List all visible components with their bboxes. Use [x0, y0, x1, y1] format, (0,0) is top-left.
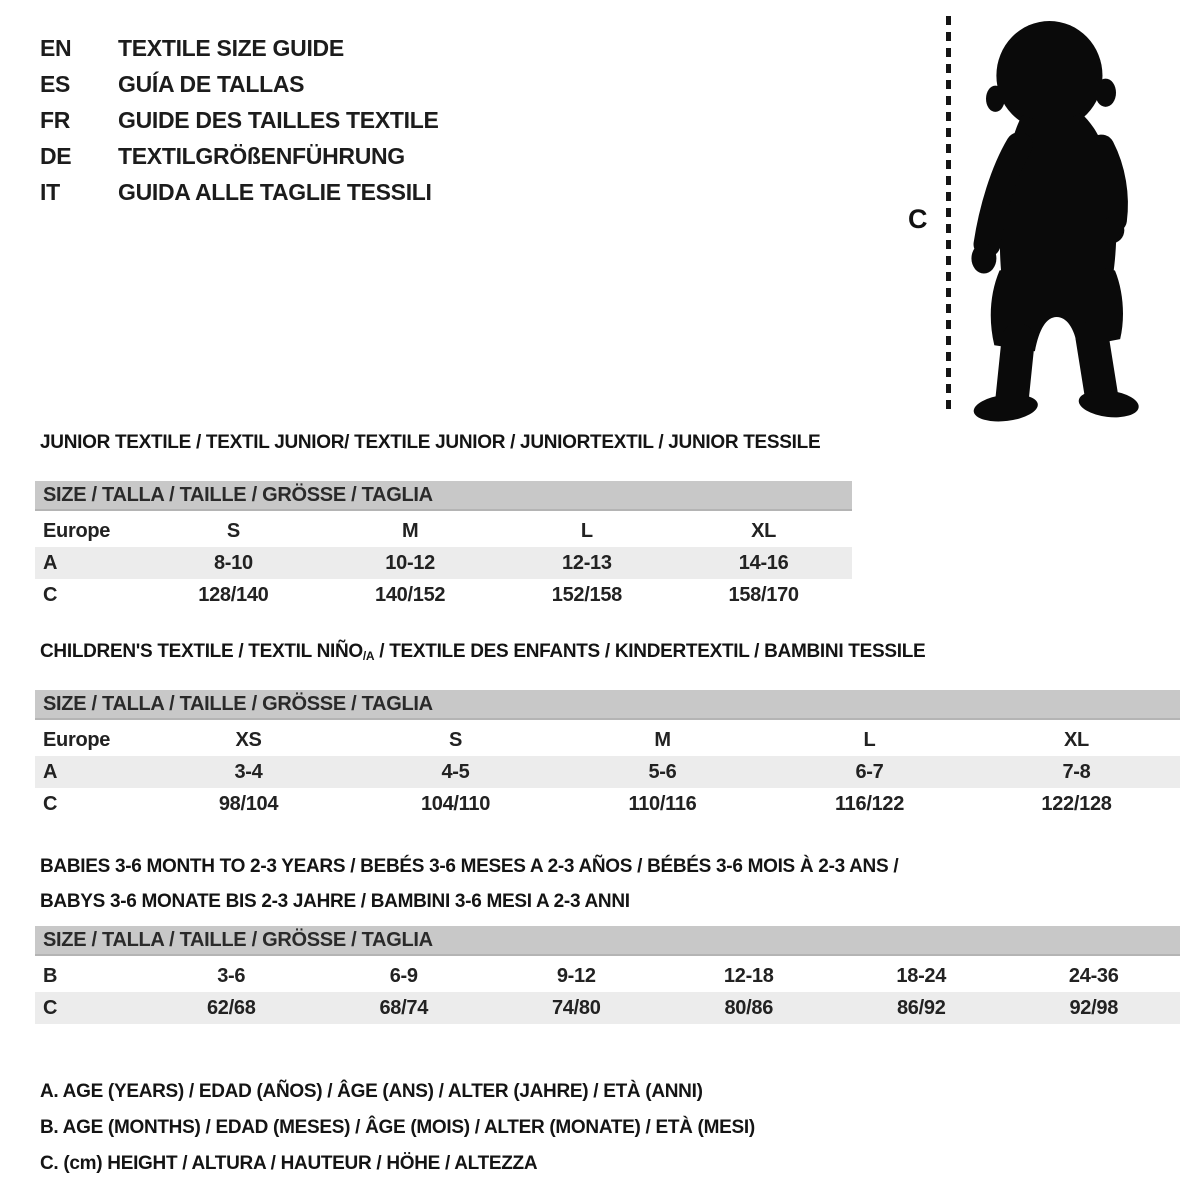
language-list — [40, 30, 439, 210]
toddler-silhouette-icon — [960, 18, 1142, 422]
table-cell: 6-9 — [389, 964, 418, 987]
table-cell: S — [226, 519, 240, 542]
row-label: B — [43, 964, 58, 987]
row-label: Europe — [43, 519, 111, 542]
table-cell: XL — [751, 519, 777, 542]
table-cell: 14-16 — [738, 551, 789, 574]
table-cell: L — [580, 519, 593, 542]
table-cell: 62/68 — [206, 996, 256, 1019]
language-row-de — [40, 138, 439, 174]
junior-size-table — [35, 481, 852, 611]
language-code: DE — [40, 143, 72, 169]
legend-height-cm: C. (cm) HEIGHT / ALTURA / HAUTEUR / HÖHE / ALTEZZA — [40, 1153, 538, 1174]
size-header: SIZE / TALLA / TAILLE / GRÖSSE / TAGLIA — [35, 690, 1180, 720]
babies-section-title — [40, 849, 898, 919]
guide-title-fr: GUIDE DES TAILLES TEXTILE — [118, 107, 439, 133]
table-cell: 3-6 — [217, 964, 246, 987]
language-row-en — [40, 30, 439, 66]
table-cell: 128/140 — [198, 583, 269, 606]
row-label: C — [43, 996, 58, 1019]
table-row — [35, 756, 1180, 788]
height-dashed-line — [946, 16, 951, 416]
guide-title-it: GUIDA ALLE TAGLIE TESSILI — [118, 179, 432, 205]
table-cell: 152/158 — [551, 583, 622, 606]
table-row — [35, 579, 852, 611]
row-label: Europe — [43, 728, 111, 751]
guide-title-de: TEXTILGRÖßENFÜHRUNG — [118, 143, 405, 169]
legend — [40, 1074, 755, 1182]
table-cell: 104/110 — [420, 792, 491, 815]
size-header: SIZE / TALLA / TAILLE / GRÖSSE / TAGLIA — [35, 481, 852, 511]
table-cell: 140/152 — [375, 583, 446, 606]
height-measure-label: C — [908, 204, 928, 234]
table-cell: 4-5 — [441, 760, 470, 783]
table-cell: 92/98 — [1069, 996, 1119, 1019]
guide-title-en: TEXTILE SIZE GUIDE — [118, 35, 344, 61]
table-cell: 86/92 — [896, 996, 946, 1019]
table-cell: 12-13 — [562, 551, 612, 574]
language-row-fr — [40, 102, 439, 138]
row-label: A — [43, 551, 58, 574]
legend-age-months: B. AGE (MONTHS) / EDAD (MESES) / ÂGE (MOIS) / ALTER (MONATE) / ETÀ (MESI) — [40, 1117, 755, 1138]
table-cell: 10-12 — [385, 551, 435, 574]
table-cell: S — [448, 728, 463, 751]
language-row-it — [40, 174, 439, 210]
table-cell: 3-4 — [234, 760, 263, 783]
children-title-subscript: /A — [362, 649, 375, 663]
table-cell: 158/170 — [728, 583, 799, 606]
table-cell: 68/74 — [379, 996, 429, 1019]
table-row — [35, 547, 852, 579]
language-code: ES — [40, 71, 71, 97]
size-header: SIZE / TALLA / TAILLE / GRÖSSE / TAGLIA — [35, 926, 1180, 956]
table-cell: M — [654, 728, 671, 751]
children-title-text: CHILDREN'S TEXTILE / TEXTIL NIÑO — [40, 641, 363, 662]
table-cell: 98/104 — [218, 792, 279, 815]
table-cell: 5-6 — [648, 760, 677, 783]
babies-title-line1: BABIES 3-6 MONTH TO 2-3 YEARS / BEBÉS 3-6 MESES A 2-3 AÑOS / BÉBÉS 3-6 MOIS À 2-3 ANS / — [40, 856, 899, 877]
language-code: IT — [40, 179, 60, 205]
language-code: FR — [40, 107, 71, 133]
table-row — [35, 992, 1180, 1024]
guide-title-es: GUÍA DE TALLAS — [118, 71, 305, 97]
babies-title-line2: BABYS 3-6 MONATE BIS 2-3 JAHRE / BAMBINI 3-6 MESI A 2-3 ANNI — [40, 891, 630, 912]
language-code: EN — [40, 35, 72, 61]
table-cell: XL — [1064, 728, 1089, 751]
table-cell: M — [401, 519, 419, 542]
language-row-es — [40, 66, 439, 102]
table-cell: L — [863, 728, 876, 751]
babies-size-table — [35, 926, 1180, 1024]
row-label: C — [43, 583, 58, 606]
table-row — [35, 724, 1180, 756]
junior-section-title: JUNIOR TEXTILE / TEXTIL JUNIOR/ TEXTILE JUNIOR / JUNIORTEXTIL / JUNIOR TESSILE — [40, 432, 821, 453]
table-row — [35, 960, 1180, 992]
children-title-text: / TEXTILE DES ENFANTS / KINDERTEXTIL / BAMBINI TESSILE — [374, 641, 926, 662]
table-cell: 80/86 — [724, 996, 774, 1019]
children-section-title — [40, 641, 925, 663]
table-row — [35, 788, 1180, 820]
table-cell: 8-10 — [213, 551, 253, 574]
table-cell: 116/122 — [834, 792, 905, 815]
row-label: C — [43, 792, 58, 815]
table-cell: 24-36 — [1068, 964, 1119, 987]
table-cell: 9-12 — [556, 964, 596, 987]
table-cell: 122/128 — [1041, 792, 1112, 815]
table-cell: 7-8 — [1062, 760, 1091, 783]
children-size-table — [35, 690, 1180, 820]
table-cell: 110/116 — [628, 792, 697, 815]
legend-age-years: A. AGE (YEARS) / EDAD (AÑOS) / ÂGE (ANS) / ALTER (JAHRE) / ETÀ (ANNI) — [40, 1081, 703, 1102]
table-row — [35, 515, 852, 547]
table-cell: 12-18 — [723, 964, 774, 987]
table-cell: 74/80 — [551, 996, 601, 1019]
row-label: A — [43, 760, 58, 783]
table-cell: 6-7 — [855, 760, 884, 783]
table-cell: XS — [235, 728, 262, 751]
table-cell: 18-24 — [896, 964, 947, 987]
